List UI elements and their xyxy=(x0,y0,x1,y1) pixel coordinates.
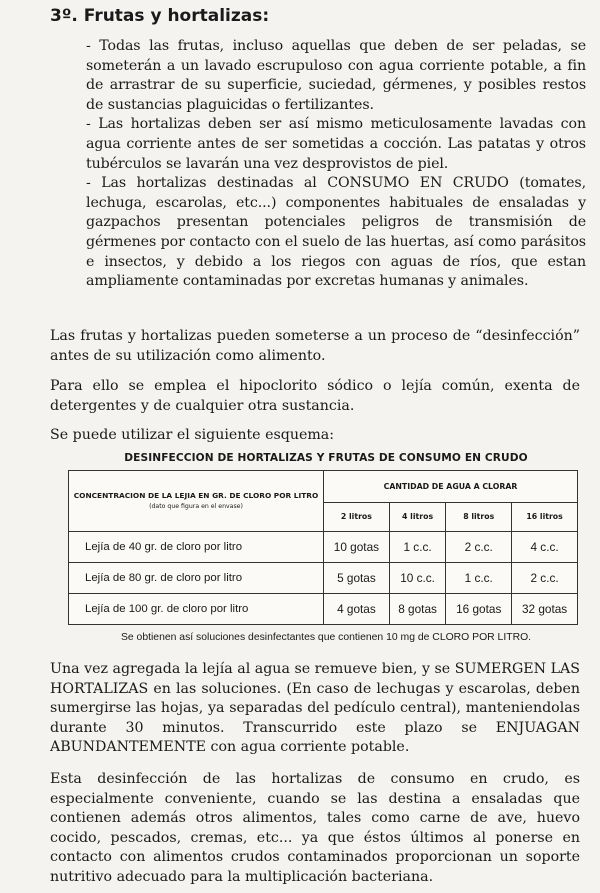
bullet-list xyxy=(86,37,586,292)
row-label: Lejía de 40 gr. de cloro por litro xyxy=(69,532,324,563)
column-header: 16 litros xyxy=(512,502,578,531)
paragraph: Una vez agregada la lejía al agua se remueve bien, y se SUMERGEN LAS HORTALIZAS en las soluciones. (En caso de lechugas y escarolas, deben sumergirse las hojas, ya separadas del pedículo central), manteniendolas durante 30 minutos. Transcurrido este plazo se ENJUAGAN ABUNDANTEMENTE con agua corriente potable. xyxy=(50,661,580,756)
bullet-item: - Las hortalizas destinadas al CONSUMO EN CRUDO (tomates, lechuga, escarolas, etc...) componentes habituales de ensaladas y gazpachos presentan potenciales peligros de transmisión de gérmenes por contacto con el suelo de las huertas, así como parásitos e insectos, y debido a los riegos con aguas de ríos, que estan ampliamente contaminadas por excretas humanas y animales. xyxy=(86,175,586,290)
table-caption: Se obtienen así soluciones desinfectantes que contienen 10 mg de CLORO POR LITRO. xyxy=(120,632,532,643)
table-cell: 5 gotas xyxy=(324,563,390,594)
column-header: 2 litros xyxy=(324,502,390,531)
paragraph: Esta desinfección de las hortalizas de consumo en crudo, es especialmente conveniente, cuando se las destina a ensaladas que contienen además otros alimentos, tales como carne de ave, huevo cocido, pescados, cremas, etc... ya que éstos últimos al ponerse en contacto con alimentos crudos contaminados proporcionan un soporte nutritivo adecuado para la multiplicación bacteriana. xyxy=(50,771,580,885)
table-row xyxy=(69,563,578,594)
table-cell: 1 c.c. xyxy=(389,532,445,563)
table-cell: 2 c.c. xyxy=(446,532,512,563)
disinfection-table xyxy=(68,470,578,625)
table-cell: 8 gotas xyxy=(389,594,445,625)
concentration-header-label: CONCENTRACION DE LA LEJIA EN GR. DE CLORO POR LITRO xyxy=(73,491,319,500)
paragraph: Las frutas y hortalizas pueden someterse a un proceso de “desinfección” antes de su utilización como alimento. xyxy=(50,328,580,364)
table-cell: 32 gotas xyxy=(512,594,578,625)
bullet-item: - Todas las frutas, incluso aquellas que deben de ser peladas, se someterán a un lavado escrupuloso con agua corriente potable, a fin de arrastrar de su superficie, suciedad, gérmenes, y posibles restos de sustancias plaguicidas o fertilizantes. xyxy=(86,38,586,113)
disinfection-table-block xyxy=(66,452,586,643)
concentration-header xyxy=(69,471,324,532)
water-amount-header: CANTIDAD DE AGUA A CLORAR xyxy=(324,471,578,503)
table-title: DESINFECCION DE HORTALIZAS Y FRUTAS DE CONSUMO EN CRUDO xyxy=(124,452,528,464)
table-cell: 10 gotas xyxy=(324,532,390,563)
bullet-item: - Las hortalizas deben ser así mismo meticulosamente lavadas con agua corriente antes de ser sometidas a cocción. Las patatas y otros tubérculos se lavarán una vez desprovistos de piel. xyxy=(86,116,586,172)
paragraph: Se puede utilizar el siguiente esquema: xyxy=(50,427,335,443)
concentration-header-note: (dato que figura en el envase) xyxy=(149,503,243,510)
table-row xyxy=(69,594,578,625)
table-cell: 4 gotas xyxy=(324,594,390,625)
table-row xyxy=(69,532,578,563)
column-header: 8 litros xyxy=(446,502,512,531)
table-cell: 1 c.c. xyxy=(446,563,512,594)
column-header: 4 litros xyxy=(389,502,445,531)
row-label: Lejía de 100 gr. de cloro por litro xyxy=(69,594,324,625)
paragraph: Para ello se emplea el hipoclorito sódico o lejía común, exenta de detergentes y de cualquier otra sustancia. xyxy=(50,378,580,414)
table-cell: 2 c.c. xyxy=(512,563,578,594)
table-header-row xyxy=(69,471,578,503)
section-title: 3º. Frutas y hortalizas: xyxy=(50,6,270,26)
table-cell: 4 c.c. xyxy=(512,532,578,563)
table-cell: 16 gotas xyxy=(446,594,512,625)
row-label: Lejía de 80 gr. de cloro por litro xyxy=(69,563,324,594)
table-cell: 10 c.c. xyxy=(389,563,445,594)
